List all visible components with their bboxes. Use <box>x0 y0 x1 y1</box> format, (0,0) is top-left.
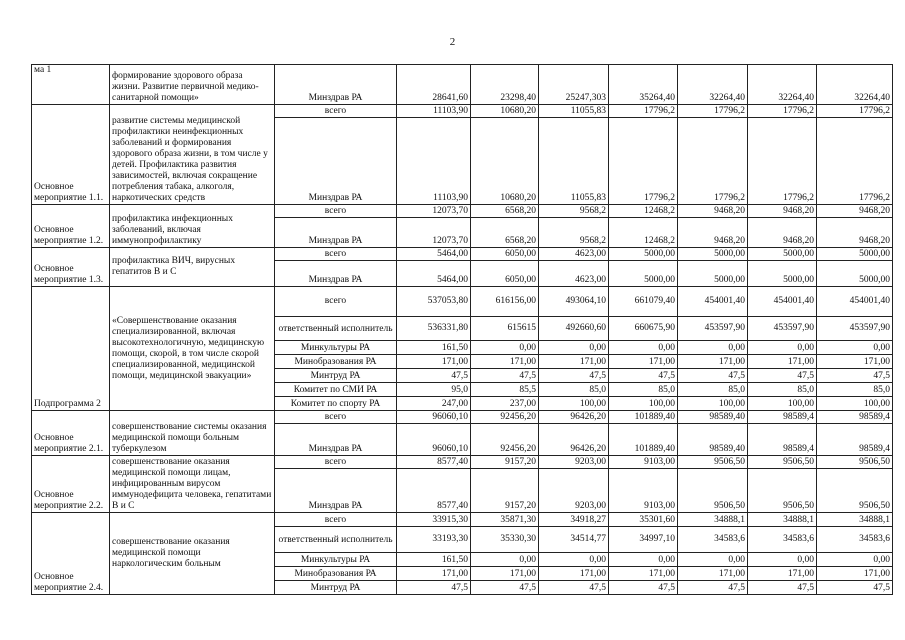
value-cell: 32264,40 <box>817 65 893 105</box>
value-cell: 92456,20 <box>471 411 539 424</box>
value-cell: 161,50 <box>397 341 471 355</box>
value-cell: 237,00 <box>471 397 539 411</box>
value-cell: 12468,2 <box>609 205 678 218</box>
value-cell: 453597,90 <box>678 317 748 341</box>
value-cell: 5000,00 <box>609 248 678 261</box>
table-body <box>32 65 893 595</box>
value-cell: 0,00 <box>609 553 678 567</box>
value-cell: 0,00 <box>817 553 893 567</box>
executor-cell: всего <box>275 456 397 469</box>
value-cell: 47,5 <box>609 581 678 595</box>
value-cell: 12468,2 <box>609 218 678 248</box>
value-cell: 96060,10 <box>397 424 471 456</box>
executor-cell: Минздрав РА <box>275 218 397 248</box>
table-row <box>32 456 893 469</box>
value-cell: 34918,27 <box>539 513 609 527</box>
value-cell: 0,00 <box>748 341 817 355</box>
value-cell: 9157,20 <box>471 469 539 513</box>
value-cell: 85,0 <box>539 383 609 397</box>
table-row <box>32 513 893 527</box>
value-cell: 32264,40 <box>678 65 748 105</box>
value-cell: 9468,20 <box>748 205 817 218</box>
value-cell: 171,00 <box>471 567 539 581</box>
value-cell: 0,00 <box>678 341 748 355</box>
value-cell: 6050,00 <box>471 261 539 287</box>
value-cell: 35330,30 <box>471 527 539 553</box>
value-cell: 47,5 <box>471 581 539 595</box>
value-cell: 100,00 <box>539 397 609 411</box>
value-cell: 17796,2 <box>748 118 817 205</box>
executor-cell: Минобразования РА <box>275 567 397 581</box>
value-cell: 47,5 <box>397 369 471 383</box>
value-cell: 171,00 <box>748 355 817 369</box>
value-cell: 9506,50 <box>748 469 817 513</box>
value-cell: 34888,1 <box>817 513 893 527</box>
value-cell: 96426,20 <box>539 411 609 424</box>
value-cell: 9203,00 <box>539 469 609 513</box>
value-cell: 5000,00 <box>678 261 748 287</box>
value-cell: 47,5 <box>817 581 893 595</box>
executor-cell: Минздрав РА <box>275 118 397 205</box>
value-cell: 9468,20 <box>748 218 817 248</box>
value-cell: 98589,4 <box>817 411 893 424</box>
value-cell: 35871,30 <box>471 513 539 527</box>
executor-cell: Минкультуры РА <box>275 553 397 567</box>
value-cell: 17796,2 <box>609 105 678 118</box>
value-cell: 171,00 <box>817 355 893 369</box>
value-cell: 100,00 <box>609 397 678 411</box>
value-cell: 537053,80 <box>397 287 471 317</box>
value-cell: 171,00 <box>539 567 609 581</box>
value-cell: 85,0 <box>678 383 748 397</box>
value-cell: 47,5 <box>678 581 748 595</box>
value-cell: 11055,83 <box>539 118 609 205</box>
value-cell: 17796,2 <box>817 105 893 118</box>
value-cell: 171,00 <box>609 355 678 369</box>
value-cell: 493064,10 <box>539 287 609 317</box>
value-cell: 11103,90 <box>397 118 471 205</box>
value-cell: 660675,90 <box>609 317 678 341</box>
executor-cell: всего <box>275 105 397 118</box>
value-cell: 9468,20 <box>678 218 748 248</box>
value-cell: 34888,1 <box>678 513 748 527</box>
program-code-cell: Основное мероприятие 1.2. <box>32 205 110 248</box>
value-cell: 35264,40 <box>609 65 678 105</box>
program-description-cell: профилактика ВИЧ, вирусных гепатитов В и С <box>110 248 275 287</box>
value-cell: 536331,80 <box>397 317 471 341</box>
value-cell: 0,00 <box>471 341 539 355</box>
table-row <box>32 105 893 118</box>
program-code-cell: Основное мероприятие 2.1. <box>32 411 110 456</box>
value-cell: 47,5 <box>748 581 817 595</box>
executor-cell: всего <box>275 287 397 317</box>
program-description-cell: совершенствование системы оказания медицинской помощи больным туберкулезом <box>110 411 275 456</box>
value-cell: 9468,20 <box>817 205 893 218</box>
value-cell: 616156,00 <box>471 287 539 317</box>
value-cell: 10680,20 <box>471 105 539 118</box>
value-cell: 9506,50 <box>817 456 893 469</box>
value-cell: 34583,6 <box>748 527 817 553</box>
value-cell: 454001,40 <box>817 287 893 317</box>
value-cell: 47,5 <box>817 369 893 383</box>
value-cell: 0,00 <box>817 341 893 355</box>
program-description-cell: совершенствование оказания медицинской помощи лицам, инфицированным вирусом иммунодефицита человека, гепатитами В и С <box>110 456 275 513</box>
value-cell: 10680,20 <box>471 118 539 205</box>
program-code-cell: Основное мероприятие 2.2. <box>32 456 110 513</box>
value-cell: 35301,60 <box>609 513 678 527</box>
value-cell: 96426,20 <box>539 424 609 456</box>
value-cell: 5000,00 <box>817 248 893 261</box>
value-cell: 171,00 <box>678 355 748 369</box>
value-cell: 100,00 <box>678 397 748 411</box>
value-cell: 171,00 <box>397 567 471 581</box>
value-cell: 8577,40 <box>397 456 471 469</box>
executor-cell: ответственный исполнитель <box>275 527 397 553</box>
value-cell: 0,00 <box>539 341 609 355</box>
value-cell: 34514,77 <box>539 527 609 553</box>
value-cell: 5000,00 <box>817 261 893 287</box>
program-code-cell: Основное мероприятие 1.1. <box>32 105 110 205</box>
value-cell: 98589,4 <box>748 411 817 424</box>
value-cell: 100,00 <box>817 397 893 411</box>
value-cell: 171,00 <box>397 355 471 369</box>
value-cell: 47,5 <box>678 369 748 383</box>
value-cell: 5000,00 <box>748 261 817 287</box>
value-cell: 34583,6 <box>678 527 748 553</box>
executor-cell: Минобразования РА <box>275 355 397 369</box>
value-cell: 171,00 <box>678 567 748 581</box>
value-cell: 11055,83 <box>539 105 609 118</box>
table-row <box>32 248 893 261</box>
program-description-cell: формирование здорового образа жизни. Развитие первичной медико-санитарной помощи» <box>110 65 275 105</box>
value-cell: 4623,00 <box>539 261 609 287</box>
value-cell: 98589,4 <box>817 424 893 456</box>
value-cell: 34583,6 <box>817 527 893 553</box>
value-cell: 0,00 <box>539 553 609 567</box>
value-cell: 47,5 <box>471 369 539 383</box>
value-cell: 171,00 <box>471 355 539 369</box>
value-cell: 5000,00 <box>748 248 817 261</box>
value-cell: 17796,2 <box>609 118 678 205</box>
value-cell: 161,50 <box>397 553 471 567</box>
value-cell: 5464,00 <box>397 261 471 287</box>
value-cell: 9506,50 <box>678 456 748 469</box>
value-cell: 171,00 <box>609 567 678 581</box>
value-cell: 5000,00 <box>609 261 678 287</box>
value-cell: 0,00 <box>748 553 817 567</box>
value-cell: 100,00 <box>748 397 817 411</box>
program-description-cell: профилактика инфекционных заболеваний, включая иммунопрофилактику <box>110 205 275 248</box>
value-cell: 28641,60 <box>397 65 471 105</box>
value-cell: 9103,00 <box>609 456 678 469</box>
value-cell: 5464,00 <box>397 248 471 261</box>
value-cell: 32264,40 <box>748 65 817 105</box>
value-cell: 9506,50 <box>678 469 748 513</box>
value-cell: 9468,20 <box>678 205 748 218</box>
executor-cell: всего <box>275 513 397 527</box>
value-cell: 17796,2 <box>748 105 817 118</box>
value-cell: 47,5 <box>748 369 817 383</box>
value-cell: 85,0 <box>817 383 893 397</box>
program-description-cell: совершенствование оказания медицинской помощи наркологическим больным <box>110 513 275 595</box>
value-cell: 92456,20 <box>471 424 539 456</box>
value-cell: 9468,20 <box>817 218 893 248</box>
value-cell: 661079,40 <box>609 287 678 317</box>
value-cell: 6568,20 <box>471 218 539 248</box>
value-cell: 12073,70 <box>397 218 471 248</box>
table-row <box>32 65 893 105</box>
value-cell: 85,0 <box>748 383 817 397</box>
value-cell: 454001,40 <box>678 287 748 317</box>
value-cell: 17796,2 <box>678 105 748 118</box>
table-row <box>32 287 893 317</box>
value-cell: 98589,4 <box>748 424 817 456</box>
executor-cell: Минкультуры РА <box>275 341 397 355</box>
page-number: 2 <box>449 36 456 48</box>
value-cell: 9506,50 <box>817 469 893 513</box>
value-cell: 12073,70 <box>397 205 471 218</box>
program-code-cell: Подпрограмма 2 <box>32 287 110 411</box>
value-cell: 4623,00 <box>539 248 609 261</box>
executor-cell: всего <box>275 411 397 424</box>
value-cell: 453597,90 <box>748 317 817 341</box>
value-cell: 101889,40 <box>609 424 678 456</box>
table-row <box>32 411 893 424</box>
value-cell: 47,5 <box>539 369 609 383</box>
program-code-cell: ма 1 <box>32 65 110 105</box>
program-code-cell: Основное мероприятие 2.4. <box>32 513 110 595</box>
value-cell: 0,00 <box>609 341 678 355</box>
value-cell: 11103,90 <box>397 105 471 118</box>
funding-table <box>31 64 893 595</box>
executor-cell: Минздрав РА <box>275 469 397 513</box>
program-description-cell: развитие системы медицинской профилактики неинфекционных заболеваний и формирования здорового образа жизни, в том числе у детей. Профилактика развития зависимостей, включая сокращение потребления табака, алкоголя, наркотических средств <box>110 105 275 205</box>
value-cell: 9568,2 <box>539 205 609 218</box>
value-cell: 85,0 <box>609 383 678 397</box>
value-cell: 47,5 <box>397 581 471 595</box>
table-row <box>32 205 893 218</box>
executor-cell: Комитет по СМИ РА <box>275 383 397 397</box>
value-cell: 85,5 <box>471 383 539 397</box>
executor-cell: ответственный исполнитель <box>275 317 397 341</box>
value-cell: 98589,40 <box>678 424 748 456</box>
value-cell: 9568,2 <box>539 218 609 248</box>
executor-cell: Минтруд РА <box>275 581 397 595</box>
value-cell: 25247,303 <box>539 65 609 105</box>
value-cell: 47,5 <box>539 581 609 595</box>
executor-cell: всего <box>275 205 397 218</box>
value-cell: 9157,20 <box>471 456 539 469</box>
value-cell: 33915,30 <box>397 513 471 527</box>
executor-cell: всего <box>275 248 397 261</box>
value-cell: 171,00 <box>539 355 609 369</box>
value-cell: 247,00 <box>397 397 471 411</box>
value-cell: 9103,00 <box>609 469 678 513</box>
program-code-cell: Основное мероприятие 1.3. <box>32 248 110 287</box>
value-cell: 98589,40 <box>678 411 748 424</box>
value-cell: 615615 <box>471 317 539 341</box>
program-description-cell: «Совершенствование оказания специализированной, включая высокотехнологичную, медицинскую помощи, скорой, в том числе скорой специализированной, медицинской помощи, медицинской эвакуации» <box>110 287 275 411</box>
value-cell: 23298,40 <box>471 65 539 105</box>
value-cell: 0,00 <box>471 553 539 567</box>
value-cell: 492660,60 <box>539 317 609 341</box>
value-cell: 171,00 <box>817 567 893 581</box>
value-cell: 33193,30 <box>397 527 471 553</box>
value-cell: 9506,50 <box>748 456 817 469</box>
value-cell: 17796,2 <box>678 118 748 205</box>
value-cell: 453597,90 <box>817 317 893 341</box>
value-cell: 9203,00 <box>539 456 609 469</box>
executor-cell: Минтруд РА <box>275 369 397 383</box>
executor-cell: Минздрав РА <box>275 65 397 105</box>
value-cell: 17796,2 <box>817 118 893 205</box>
value-cell: 6568,20 <box>471 205 539 218</box>
executor-cell: Минздрав РА <box>275 261 397 287</box>
value-cell: 454001,40 <box>748 287 817 317</box>
value-cell: 101889,40 <box>609 411 678 424</box>
value-cell: 95,0 <box>397 383 471 397</box>
value-cell: 0,00 <box>678 553 748 567</box>
value-cell: 171,00 <box>748 567 817 581</box>
executor-cell: Минздрав РА <box>275 424 397 456</box>
value-cell: 34997,10 <box>609 527 678 553</box>
value-cell: 47,5 <box>609 369 678 383</box>
value-cell: 34888,1 <box>748 513 817 527</box>
value-cell: 6050,00 <box>471 248 539 261</box>
executor-cell: Комитет по спорту РА <box>275 397 397 411</box>
value-cell: 96060,10 <box>397 411 471 424</box>
value-cell: 8577,40 <box>397 469 471 513</box>
value-cell: 5000,00 <box>678 248 748 261</box>
